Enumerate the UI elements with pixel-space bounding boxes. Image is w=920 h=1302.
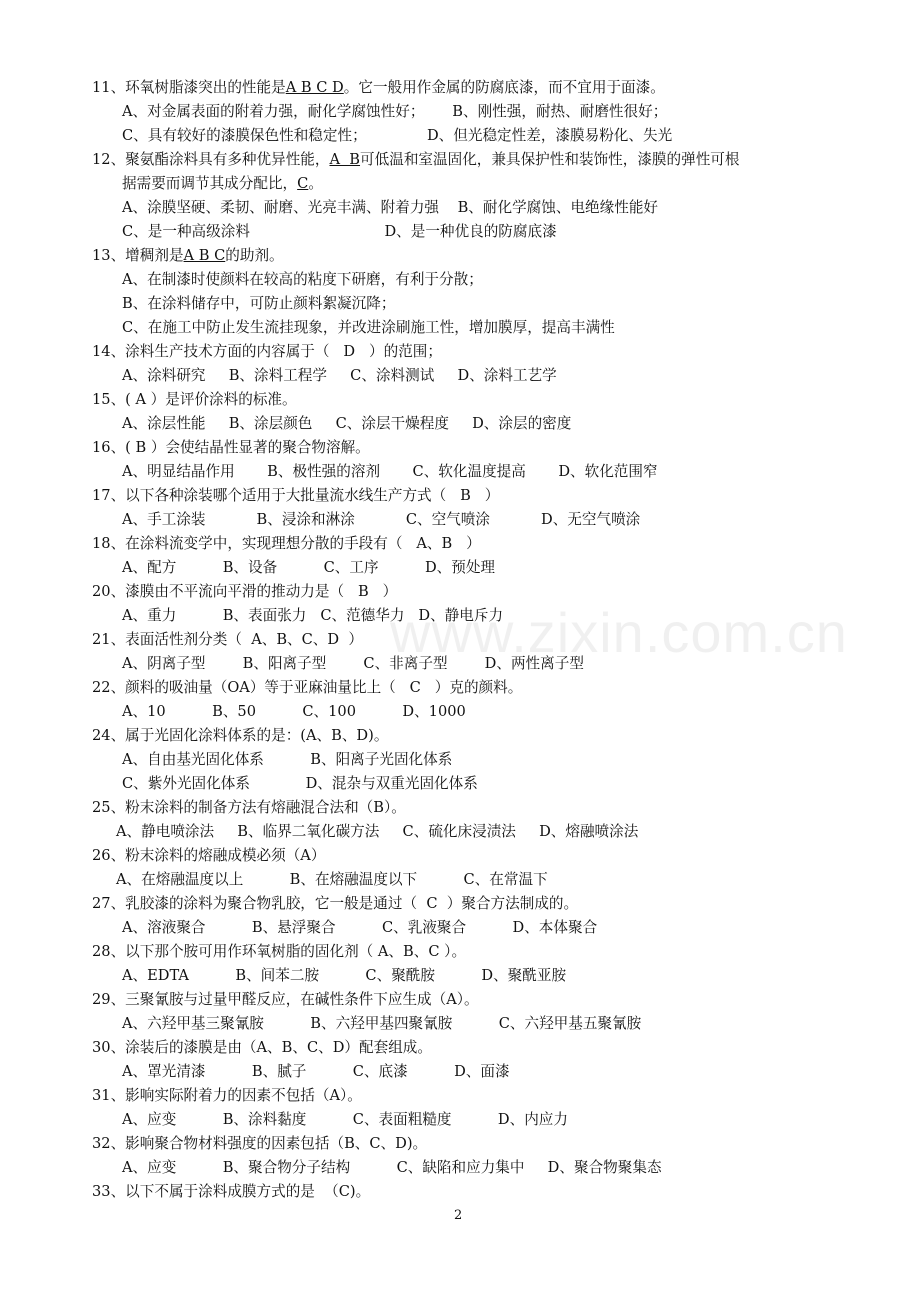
question-31: 31、影响实际附着力的因素不包括（A）。 <box>92 1087 362 1104</box>
question-11: 11、环氧树脂漆突出的性能是A B C D。它一般用作金属的防腐底漆，而不宜用于面漆。 <box>92 79 665 96</box>
question-17: 17、以下各种涂装哪个适用于大批量流水线生产方式（ B ） <box>92 487 500 504</box>
options-31: A、应变 B、涂料黏度 C、表面粗糙度 D、内应力 <box>122 1111 568 1128</box>
question-21: 21、表面活性剂分类（ A、B、C、D ） <box>92 631 363 648</box>
options-18: A、配方 B、设备 C、工序 D、预处理 <box>122 559 496 576</box>
options-14: A、涂料研究 B、涂料工程学 C、涂料测试 D、涂料工艺学 <box>122 367 557 384</box>
options-13-c: C、在施工中防止发生流挂现象，并改进涂刷施工性，增加膜厚，提高丰满性 <box>122 319 615 336</box>
options-11-ab: A、对金属表面的附着力强，耐化学腐蚀性好； B、刚性强，耐热、耐磨性很好； <box>122 103 668 120</box>
options-29: A、六羟甲基三聚氰胺 B、六羟甲基四聚氰胺 C、六羟甲基五聚氰胺 <box>122 1015 642 1032</box>
options-24-cd: C、紫外光固化体系 D、混杂与双重光固化体系 <box>122 775 478 792</box>
options-13-a: A、在制漆时使颜料在较高的粘度下研磨，有利于分散； <box>122 271 483 288</box>
page-number: 2 <box>454 1208 463 1223</box>
options-32: A、应变 B、聚合物分子结构 C、缺陷和应力集中 D、聚合物聚集态 <box>122 1159 662 1176</box>
question-18: 18、在涂料流变学中，实现理想分散的手段有（ A、B ） <box>92 535 481 552</box>
answer-underline: A B C <box>183 247 226 264</box>
options-27: A、溶液聚合 B、悬浮聚合 C、乳液聚合 D、本体聚合 <box>122 919 598 936</box>
options-17: A、手工涂装 B、浸涂和淋涂 C、空气喷涂 D、无空气喷涂 <box>122 511 641 528</box>
options-22: A、10 B、50 C、100 D、1000 <box>122 703 466 720</box>
question-25: 25、粉末涂料的制备方法有熔融混合法和（B）。 <box>92 799 406 816</box>
answer-underline: A B <box>329 151 361 168</box>
options-12-ab: A、涂膜坚硬、柔韧、耐磨、光亮丰满、附着力强 B、耐化学腐蚀、电绝缘性能好 <box>122 199 659 216</box>
options-24-ab: A、自由基光固化体系 B、阳离子光固化体系 <box>122 751 453 768</box>
options-13-b: B、在涂料储存中，可防止颜料絮凝沉降； <box>122 295 396 312</box>
question-12-cont: 据需要而调节其成分配比，C。 <box>122 175 323 192</box>
watermark: www.zixin.com.cn <box>390 601 848 664</box>
question-30: 30、涂装后的漆膜是由（A、B、C、D）配套组成。 <box>92 1039 432 1056</box>
answer-underline: C <box>297 175 309 192</box>
options-30: A、罩光清漆 B、腻子 C、底漆 D、面漆 <box>122 1063 510 1080</box>
options-20: A、重力 B、表面张力 C、范德华力 D、静电斥力 <box>122 607 504 624</box>
question-16: 16、( B ）会使结晶性显著的聚合物溶解。 <box>92 439 370 456</box>
question-32: 32、影响聚合物材料强度的因素包括（B、C、D)。 <box>92 1135 428 1152</box>
options-12-cd: C、是一种高级涂料 D、是一种优良的防腐底漆 <box>122 223 557 240</box>
options-16: A、明显结晶作用 B、极性强的溶剂 C、软化温度提高 D、软化范围窄 <box>122 463 658 480</box>
question-27: 27、乳胶漆的涂料为聚合物乳胶，它一般是通过（ C ）聚合方法制成的。 <box>92 895 579 912</box>
options-15: A、涂层性能 B、涂层颜色 C、涂层干燥程度 D、涂层的密度 <box>122 415 572 432</box>
question-26: 26、粉末涂料的熔融成模必须（A） <box>92 847 326 864</box>
question-15: 15、( A ）是评价涂料的标准。 <box>92 391 297 408</box>
question-28: 28、以下那个胺可用作环氧树脂的固化剂（ A、B、C ）。 <box>92 943 467 960</box>
question-22: 22、颜料的吸油量（OA）等于亚麻油量比上（ C ）克的颜料。 <box>92 679 523 696</box>
options-26: A、在熔融温度以上 B、在熔融温度以下 C、在常温下 <box>116 871 548 888</box>
options-11-cd: C、具有较好的漆膜保色性和稳定性； D、但光稳定性差，漆膜易粉化、失光 <box>122 127 673 144</box>
question-29: 29、三聚氰胺与过量甲醛反应，在碱性条件下应生成（A）。 <box>92 991 479 1008</box>
options-25: A、静电喷涂法 B、临界二氧化碳方法 C、硫化床浸渍法 D、熔融喷涂法 <box>116 823 639 840</box>
question-13: 13、增稠剂是A B C的助剂。 <box>92 247 284 264</box>
options-28: A、EDTA B、间苯二胺 C、聚酰胺 D、聚酰亚胺 <box>122 967 567 984</box>
question-24: 24、属于光固化涂料体系的是：(A、B、D)。 <box>92 727 389 744</box>
question-33: 33、以下不属于涂料成膜方式的是 （C)。 <box>92 1183 371 1200</box>
answer-underline: A B C D <box>285 79 344 96</box>
question-12: 12、聚氨酯涂料具有多种优异性能，A B可低温和室温固化，兼具保护性和装饰性，漆膜的弹性可根 <box>92 151 740 168</box>
question-20: 20、漆膜由不平流向平滑的推动力是（ B ） <box>92 583 398 600</box>
options-21: A、阴离子型 B、阳离子型 C、非离子型 D、两性离子型 <box>122 655 584 672</box>
question-14: 14、涂料生产技术方面的内容属于（ D ）的范围； <box>92 343 442 360</box>
